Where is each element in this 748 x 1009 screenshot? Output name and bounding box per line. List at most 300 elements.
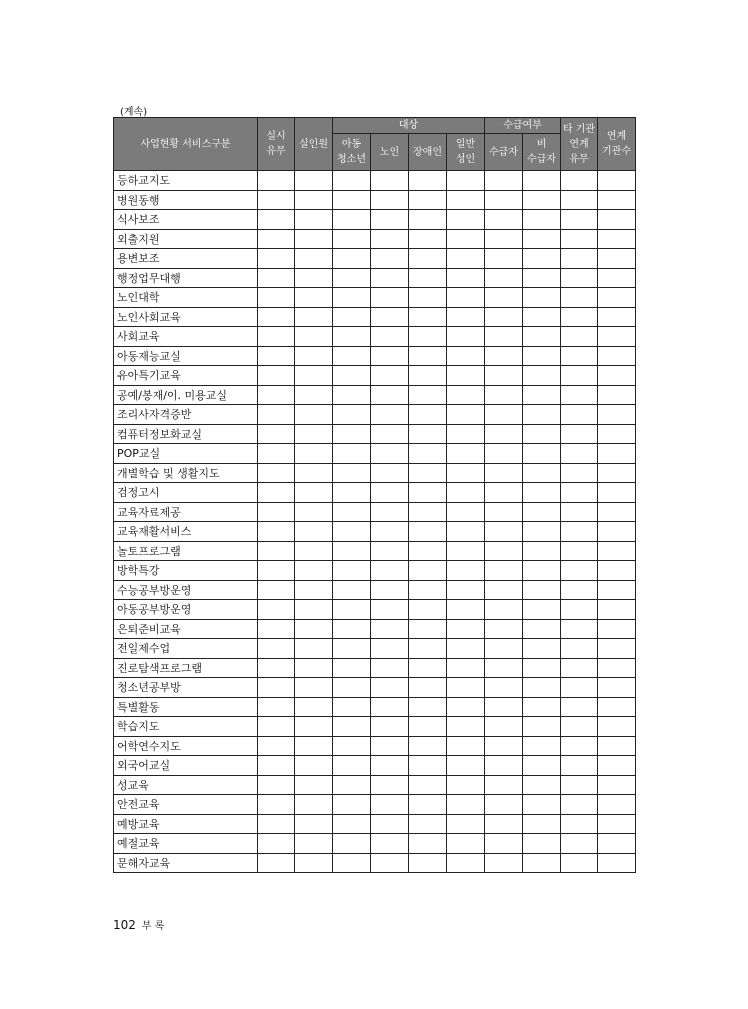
- empty-entry-cell: [598, 736, 636, 756]
- header-implementation: 실시 유무: [258, 118, 295, 171]
- header-other-agency-link: 타 기관 연계 유무: [561, 118, 598, 171]
- empty-entry-cell: [295, 795, 333, 815]
- empty-entry-cell: [523, 736, 561, 756]
- empty-entry-cell: [371, 561, 409, 581]
- empty-entry-cell: [598, 463, 636, 483]
- empty-entry-cell: [598, 853, 636, 873]
- empty-entry-cell: [561, 424, 598, 444]
- empty-entry-cell: [485, 541, 523, 561]
- service-name-cell: 아동공부방운영: [114, 600, 258, 620]
- empty-entry-cell: [258, 190, 295, 210]
- service-name-cell: 개별학습 및 생활지도: [114, 463, 258, 483]
- empty-entry-cell: [523, 424, 561, 444]
- empty-entry-cell: [258, 424, 295, 444]
- empty-entry-cell: [409, 619, 447, 639]
- empty-entry-cell: [258, 678, 295, 698]
- empty-entry-cell: [598, 385, 636, 405]
- empty-entry-cell: [258, 171, 295, 191]
- empty-entry-cell: [485, 249, 523, 269]
- empty-entry-cell: [295, 619, 333, 639]
- empty-entry-cell: [333, 619, 371, 639]
- empty-entry-cell: [447, 502, 485, 522]
- empty-entry-cell: [598, 717, 636, 737]
- table-row: [114, 717, 636, 737]
- empty-entry-cell: [371, 756, 409, 776]
- service-name-cell: 병원동행: [114, 190, 258, 210]
- empty-entry-cell: [598, 619, 636, 639]
- empty-entry-cell: [447, 210, 485, 230]
- empty-entry-cell: [561, 580, 598, 600]
- empty-entry-cell: [333, 483, 371, 503]
- empty-entry-cell: [561, 775, 598, 795]
- empty-entry-cell: [561, 366, 598, 386]
- table-row: [114, 853, 636, 873]
- empty-entry-cell: [447, 463, 485, 483]
- empty-entry-cell: [598, 697, 636, 717]
- empty-entry-cell: [295, 346, 333, 366]
- service-name-cell: 안전교육: [114, 795, 258, 815]
- service-name-cell: 문해자교육: [114, 853, 258, 873]
- service-name-cell: 교육재활서비스: [114, 522, 258, 542]
- empty-entry-cell: [295, 717, 333, 737]
- header-target-group: 대상: [333, 118, 485, 134]
- empty-entry-cell: [561, 717, 598, 737]
- empty-entry-cell: [561, 346, 598, 366]
- empty-entry-cell: [561, 795, 598, 815]
- empty-entry-cell: [333, 327, 371, 347]
- empty-entry-cell: [409, 268, 447, 288]
- table-row: [114, 190, 636, 210]
- empty-entry-cell: [447, 288, 485, 308]
- empty-entry-cell: [295, 697, 333, 717]
- service-name-cell: 진로탐색프로그램: [114, 658, 258, 678]
- empty-entry-cell: [485, 327, 523, 347]
- table-row: [114, 814, 636, 834]
- table-row: [114, 405, 636, 425]
- header-recipient: 수급자: [485, 134, 523, 171]
- service-name-cell: 예방교육: [114, 814, 258, 834]
- service-name-cell: 유아특기교육: [114, 366, 258, 386]
- empty-entry-cell: [333, 229, 371, 249]
- empty-entry-cell: [258, 502, 295, 522]
- empty-entry-cell: [295, 483, 333, 503]
- empty-entry-cell: [333, 814, 371, 834]
- empty-entry-cell: [409, 229, 447, 249]
- empty-entry-cell: [523, 483, 561, 503]
- empty-entry-cell: [409, 736, 447, 756]
- empty-entry-cell: [485, 366, 523, 386]
- empty-entry-cell: [447, 834, 485, 854]
- empty-entry-cell: [371, 795, 409, 815]
- empty-entry-cell: [258, 541, 295, 561]
- empty-entry-cell: [485, 405, 523, 425]
- empty-entry-cell: [371, 424, 409, 444]
- service-name-cell: 교육자료제공: [114, 502, 258, 522]
- empty-entry-cell: [409, 171, 447, 191]
- empty-entry-cell: [258, 444, 295, 464]
- empty-entry-cell: [258, 268, 295, 288]
- empty-entry-cell: [295, 307, 333, 327]
- empty-entry-cell: [561, 561, 598, 581]
- empty-entry-cell: [447, 756, 485, 776]
- empty-entry-cell: [371, 346, 409, 366]
- table-row: [114, 502, 636, 522]
- empty-entry-cell: [485, 346, 523, 366]
- empty-entry-cell: [333, 697, 371, 717]
- empty-entry-cell: [598, 346, 636, 366]
- header-service-type: 사업현황 서비스구분: [114, 118, 258, 171]
- empty-entry-cell: [598, 288, 636, 308]
- service-name-cell: POP교실: [114, 444, 258, 464]
- empty-entry-cell: [295, 366, 333, 386]
- empty-entry-cell: [295, 268, 333, 288]
- empty-entry-cell: [333, 522, 371, 542]
- empty-entry-cell: [447, 639, 485, 659]
- empty-entry-cell: [295, 775, 333, 795]
- empty-entry-cell: [258, 600, 295, 620]
- table-row: [114, 366, 636, 386]
- empty-entry-cell: [523, 775, 561, 795]
- empty-entry-cell: [523, 327, 561, 347]
- empty-entry-cell: [561, 639, 598, 659]
- empty-entry-cell: [561, 697, 598, 717]
- table-row: [114, 171, 636, 191]
- empty-entry-cell: [258, 756, 295, 776]
- empty-entry-cell: [447, 619, 485, 639]
- empty-entry-cell: [485, 814, 523, 834]
- empty-entry-cell: [371, 268, 409, 288]
- empty-entry-cell: [447, 814, 485, 834]
- empty-entry-cell: [295, 736, 333, 756]
- empty-entry-cell: [447, 483, 485, 503]
- empty-entry-cell: [258, 405, 295, 425]
- empty-entry-cell: [295, 210, 333, 230]
- service-name-cell: 은퇴준비교육: [114, 619, 258, 639]
- empty-entry-cell: [258, 834, 295, 854]
- empty-entry-cell: [371, 814, 409, 834]
- empty-entry-cell: [258, 385, 295, 405]
- empty-entry-cell: [409, 775, 447, 795]
- empty-entry-cell: [295, 658, 333, 678]
- empty-entry-cell: [447, 385, 485, 405]
- empty-entry-cell: [485, 756, 523, 776]
- empty-entry-cell: [561, 600, 598, 620]
- empty-entry-cell: [523, 834, 561, 854]
- empty-entry-cell: [409, 697, 447, 717]
- empty-entry-cell: [409, 444, 447, 464]
- empty-entry-cell: [561, 405, 598, 425]
- empty-entry-cell: [258, 463, 295, 483]
- empty-entry-cell: [523, 853, 561, 873]
- empty-entry-cell: [523, 444, 561, 464]
- empty-entry-cell: [447, 249, 485, 269]
- header-staff-count: 실인원: [295, 118, 333, 171]
- empty-entry-cell: [295, 502, 333, 522]
- empty-entry-cell: [409, 522, 447, 542]
- section-name: 부 록: [141, 921, 165, 932]
- table-row: [114, 229, 636, 249]
- empty-entry-cell: [485, 522, 523, 542]
- empty-entry-cell: [485, 444, 523, 464]
- empty-entry-cell: [598, 405, 636, 425]
- empty-entry-cell: [561, 522, 598, 542]
- table-row: [114, 775, 636, 795]
- empty-entry-cell: [598, 190, 636, 210]
- empty-entry-cell: [523, 639, 561, 659]
- service-name-cell: 검정고시: [114, 483, 258, 503]
- empty-entry-cell: [258, 814, 295, 834]
- empty-entry-cell: [561, 834, 598, 854]
- empty-entry-cell: [561, 483, 598, 503]
- empty-entry-cell: [598, 444, 636, 464]
- empty-entry-cell: [333, 658, 371, 678]
- empty-entry-cell: [409, 483, 447, 503]
- empty-entry-cell: [333, 736, 371, 756]
- service-name-cell: 노인사회교육: [114, 307, 258, 327]
- empty-entry-cell: [447, 346, 485, 366]
- empty-entry-cell: [258, 639, 295, 659]
- empty-entry-cell: [447, 853, 485, 873]
- empty-entry-cell: [447, 405, 485, 425]
- empty-entry-cell: [333, 268, 371, 288]
- empty-entry-cell: [371, 190, 409, 210]
- service-name-cell: 수능공부방운영: [114, 580, 258, 600]
- empty-entry-cell: [295, 405, 333, 425]
- empty-entry-cell: [333, 541, 371, 561]
- table-row: [114, 678, 636, 698]
- empty-entry-cell: [561, 756, 598, 776]
- empty-entry-cell: [561, 736, 598, 756]
- empty-entry-cell: [333, 756, 371, 776]
- empty-entry-cell: [333, 171, 371, 191]
- empty-entry-cell: [561, 463, 598, 483]
- empty-entry-cell: [333, 678, 371, 698]
- empty-entry-cell: [523, 229, 561, 249]
- empty-entry-cell: [333, 288, 371, 308]
- table-row: [114, 288, 636, 308]
- empty-entry-cell: [295, 171, 333, 191]
- empty-entry-cell: [258, 580, 295, 600]
- table-row: [114, 483, 636, 503]
- empty-entry-cell: [371, 834, 409, 854]
- empty-entry-cell: [295, 522, 333, 542]
- empty-entry-cell: [598, 658, 636, 678]
- empty-entry-cell: [485, 795, 523, 815]
- table-row: [114, 424, 636, 444]
- empty-entry-cell: [333, 210, 371, 230]
- empty-entry-cell: [523, 522, 561, 542]
- empty-entry-cell: [258, 522, 295, 542]
- empty-entry-cell: [295, 580, 333, 600]
- empty-entry-cell: [371, 639, 409, 659]
- empty-entry-cell: [485, 678, 523, 698]
- empty-entry-cell: [447, 268, 485, 288]
- service-status-table: [113, 117, 636, 873]
- empty-entry-cell: [447, 717, 485, 737]
- empty-entry-cell: [447, 444, 485, 464]
- empty-entry-cell: [333, 307, 371, 327]
- continued-note: (계속): [120, 107, 148, 118]
- empty-entry-cell: [523, 171, 561, 191]
- empty-entry-cell: [295, 639, 333, 659]
- header-target-disabled: 장애인: [409, 134, 447, 171]
- service-name-cell: 외출지원: [114, 229, 258, 249]
- empty-entry-cell: [409, 717, 447, 737]
- empty-entry-cell: [485, 853, 523, 873]
- empty-entry-cell: [371, 229, 409, 249]
- empty-entry-cell: [447, 366, 485, 386]
- header-linked-agency-count: 연계 기관수: [598, 118, 636, 171]
- empty-entry-cell: [523, 717, 561, 737]
- empty-entry-cell: [371, 366, 409, 386]
- empty-entry-cell: [295, 834, 333, 854]
- empty-entry-cell: [523, 580, 561, 600]
- empty-entry-cell: [258, 775, 295, 795]
- empty-entry-cell: [598, 561, 636, 581]
- table-row: [114, 658, 636, 678]
- empty-entry-cell: [561, 444, 598, 464]
- service-name-cell: 전일제수업: [114, 639, 258, 659]
- empty-entry-cell: [523, 210, 561, 230]
- service-name-cell: 조리사자격증반: [114, 405, 258, 425]
- empty-entry-cell: [561, 268, 598, 288]
- empty-entry-cell: [295, 600, 333, 620]
- empty-entry-cell: [447, 775, 485, 795]
- empty-entry-cell: [523, 385, 561, 405]
- empty-entry-cell: [409, 249, 447, 269]
- empty-entry-cell: [371, 171, 409, 191]
- table-row: [114, 268, 636, 288]
- empty-entry-cell: [333, 502, 371, 522]
- empty-entry-cell: [295, 190, 333, 210]
- empty-entry-cell: [258, 483, 295, 503]
- empty-entry-cell: [561, 619, 598, 639]
- empty-entry-cell: [409, 814, 447, 834]
- service-name-cell: 행정업무대행: [114, 268, 258, 288]
- empty-entry-cell: [561, 171, 598, 191]
- empty-entry-cell: [523, 268, 561, 288]
- empty-entry-cell: [485, 658, 523, 678]
- table-row: [114, 580, 636, 600]
- empty-entry-cell: [295, 756, 333, 776]
- empty-entry-cell: [485, 697, 523, 717]
- empty-entry-cell: [598, 580, 636, 600]
- empty-entry-cell: [258, 249, 295, 269]
- empty-entry-cell: [598, 541, 636, 561]
- empty-entry-cell: [598, 229, 636, 249]
- empty-entry-cell: [409, 346, 447, 366]
- empty-entry-cell: [295, 541, 333, 561]
- service-name-cell: 예절교육: [114, 834, 258, 854]
- table-row: [114, 346, 636, 366]
- empty-entry-cell: [371, 658, 409, 678]
- empty-entry-cell: [333, 775, 371, 795]
- empty-entry-cell: [447, 580, 485, 600]
- table-row: [114, 639, 636, 659]
- empty-entry-cell: [485, 775, 523, 795]
- table-row: [114, 736, 636, 756]
- empty-entry-cell: [447, 600, 485, 620]
- page-footer: [113, 917, 164, 932]
- empty-entry-cell: [598, 210, 636, 230]
- table-row: [114, 522, 636, 542]
- table-row: [114, 249, 636, 269]
- empty-entry-cell: [371, 775, 409, 795]
- empty-entry-cell: [409, 678, 447, 698]
- empty-entry-cell: [447, 795, 485, 815]
- empty-entry-cell: [485, 600, 523, 620]
- empty-entry-cell: [485, 639, 523, 659]
- header-target-elderly: 노인: [371, 134, 409, 171]
- empty-entry-cell: [523, 756, 561, 776]
- empty-entry-cell: [409, 190, 447, 210]
- empty-entry-cell: [371, 522, 409, 542]
- empty-entry-cell: [409, 327, 447, 347]
- empty-entry-cell: [523, 678, 561, 698]
- empty-entry-cell: [561, 190, 598, 210]
- empty-entry-cell: [371, 483, 409, 503]
- service-name-cell: 성교육: [114, 775, 258, 795]
- table-row: [114, 834, 636, 854]
- empty-entry-cell: [523, 307, 561, 327]
- empty-entry-cell: [371, 717, 409, 737]
- empty-entry-cell: [523, 658, 561, 678]
- empty-entry-cell: [295, 385, 333, 405]
- empty-entry-cell: [333, 717, 371, 737]
- empty-entry-cell: [333, 463, 371, 483]
- empty-entry-cell: [258, 658, 295, 678]
- empty-entry-cell: [409, 658, 447, 678]
- empty-entry-cell: [333, 249, 371, 269]
- empty-entry-cell: [447, 658, 485, 678]
- empty-entry-cell: [333, 795, 371, 815]
- empty-entry-cell: [485, 424, 523, 444]
- empty-entry-cell: [485, 210, 523, 230]
- empty-entry-cell: [409, 288, 447, 308]
- empty-entry-cell: [333, 580, 371, 600]
- empty-entry-cell: [258, 229, 295, 249]
- empty-entry-cell: [598, 522, 636, 542]
- table-row: [114, 795, 636, 815]
- empty-entry-cell: [295, 814, 333, 834]
- empty-entry-cell: [258, 288, 295, 308]
- empty-entry-cell: [561, 658, 598, 678]
- empty-entry-cell: [598, 327, 636, 347]
- empty-entry-cell: [523, 288, 561, 308]
- empty-entry-cell: [523, 795, 561, 815]
- empty-entry-cell: [561, 288, 598, 308]
- empty-entry-cell: [258, 346, 295, 366]
- empty-entry-cell: [598, 795, 636, 815]
- empty-entry-cell: [333, 834, 371, 854]
- empty-entry-cell: [409, 756, 447, 776]
- empty-entry-cell: [295, 327, 333, 347]
- empty-entry-cell: [258, 717, 295, 737]
- empty-entry-cell: [371, 288, 409, 308]
- empty-entry-cell: [295, 229, 333, 249]
- empty-entry-cell: [371, 307, 409, 327]
- empty-entry-cell: [371, 678, 409, 698]
- empty-entry-cell: [409, 463, 447, 483]
- empty-entry-cell: [561, 814, 598, 834]
- empty-entry-cell: [561, 385, 598, 405]
- empty-entry-cell: [523, 249, 561, 269]
- empty-entry-cell: [485, 385, 523, 405]
- header-target-adult: 일반 성인: [447, 134, 485, 171]
- empty-entry-cell: [561, 307, 598, 327]
- empty-entry-cell: [371, 249, 409, 269]
- empty-entry-cell: [523, 405, 561, 425]
